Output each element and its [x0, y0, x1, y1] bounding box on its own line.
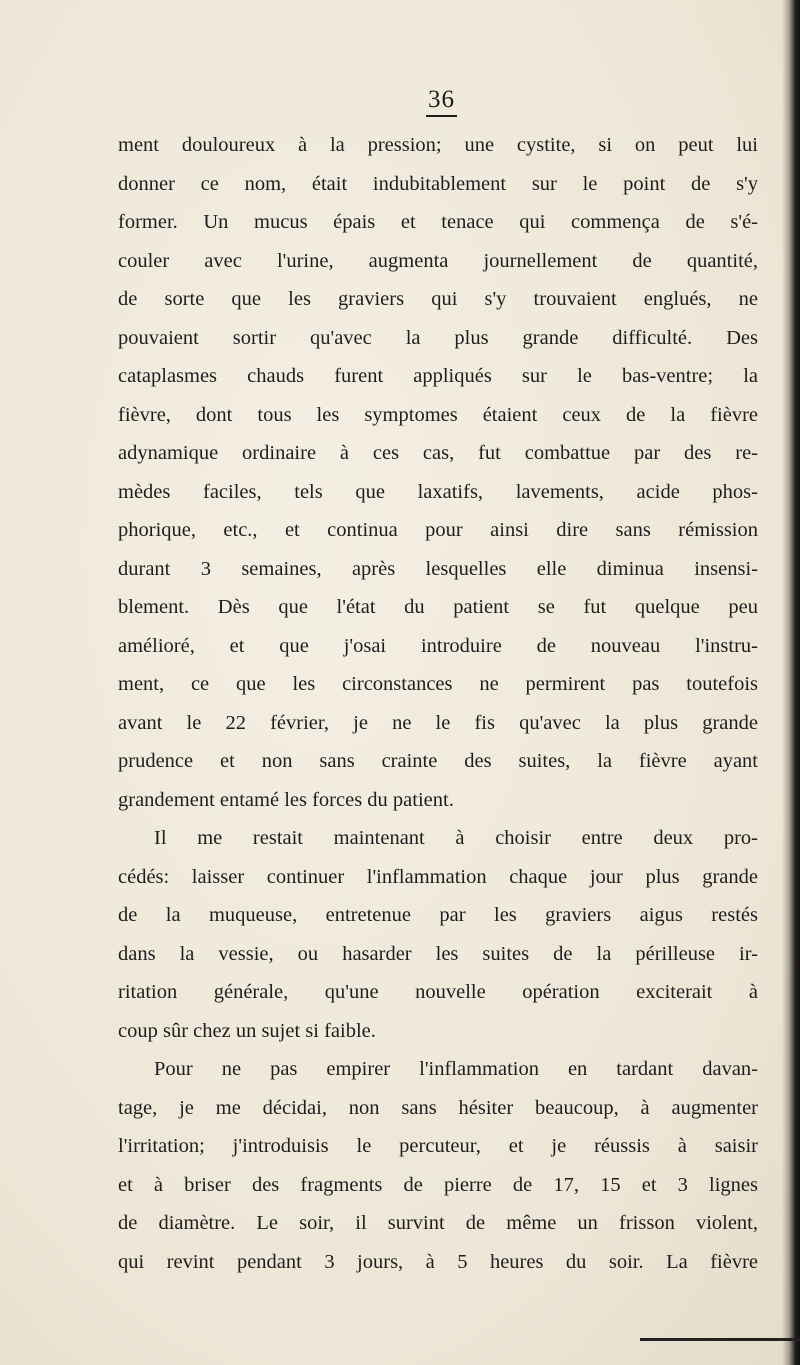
text-line: former. Un mucus épais et tenace qui commença de s'é-	[118, 211, 758, 233]
text-line: phorique, etc., et continua pour ainsi dire sans rémission	[118, 519, 758, 541]
text-line: de la muqueuse, entretenue par les graviers aigus restés	[118, 904, 758, 926]
text-line: dans la vessie, ou hasarder les suites de la périlleuse ir-	[118, 942, 758, 965]
page-edge-line	[640, 1338, 800, 1341]
text-line: donner ce nom, était indubitablement sur le point de s'y	[118, 172, 758, 195]
text-line: et à briser des fragments de pierre de 17, 15 et 3 lignes	[118, 1173, 758, 1196]
text-line: adynamique ordinaire à ces cas, fut combattue par des re-	[118, 442, 758, 464]
text-line: ment, ce que les circonstances ne permirent pas toutefois	[118, 673, 758, 695]
text-line: qui revint pendant 3 jours, à 5 heures du soir. La fièvre	[118, 1250, 758, 1273]
page-edge-shadow	[782, 0, 800, 1365]
text-line: blement. Dès que l'état du patient se fut quelque peu	[118, 596, 758, 618]
text-line: couler avec l'urine, augmenta journellement de quantité,	[118, 249, 758, 272]
text-line: ritation générale, qu'une nouvelle opération exciterait à	[118, 981, 758, 1003]
text-line: prudence et non sans crainte des suites, la fièvre ayant	[118, 750, 758, 772]
paragraph-start-line: Pour ne pas empirer l'inflammation en tardant davan-	[154, 1058, 758, 1080]
text-line: de diamètre. Le soir, il survint de même un frisson violent,	[118, 1212, 758, 1234]
text-line: pouvaient sortir qu'avec la plus grande difficulté. Des	[118, 326, 758, 349]
text-line: fièvre, dont tous les symptomes étaient ceux de la fièvre	[118, 403, 758, 426]
body-text	[118, 126, 758, 1281]
paragraph-start-line: Il me restait maintenant à choisir entre deux pro-	[154, 827, 758, 849]
text-line: l'irritation; j'introduisis le percuteur, et je réussis à saisir	[118, 1135, 758, 1157]
text-line: durant 3 semaines, après lesquelles elle diminua insensi-	[118, 557, 758, 580]
text-line: avant le 22 février, je ne le fis qu'avec la plus grande	[118, 711, 758, 734]
text-line: mèdes faciles, tels que laxatifs, lavements, acide phos-	[118, 480, 758, 503]
page-number: 36	[426, 86, 457, 117]
text-line: ment douloureux à la pression; une cystite, si on peut lui	[118, 134, 758, 156]
text-line: cataplasmes chauds furent appliqués sur le bas-ventre; la	[118, 365, 758, 387]
text-line: coup sûr chez un sujet si faible.	[118, 1019, 376, 1042]
text-line: amélioré, et que j'osai introduire de nouveau l'instru-	[118, 634, 758, 657]
text-line: tage, je me décidai, non sans hésiter beaucoup, à augmenter	[118, 1096, 758, 1119]
text-line: de sorte que les graviers qui s'y trouvaient englués, ne	[118, 288, 758, 310]
text-line: grandement entamé les forces du patient.	[118, 788, 454, 811]
text-line: cédés: laisser continuer l'inflammation chaque jour plus grande	[118, 865, 758, 888]
